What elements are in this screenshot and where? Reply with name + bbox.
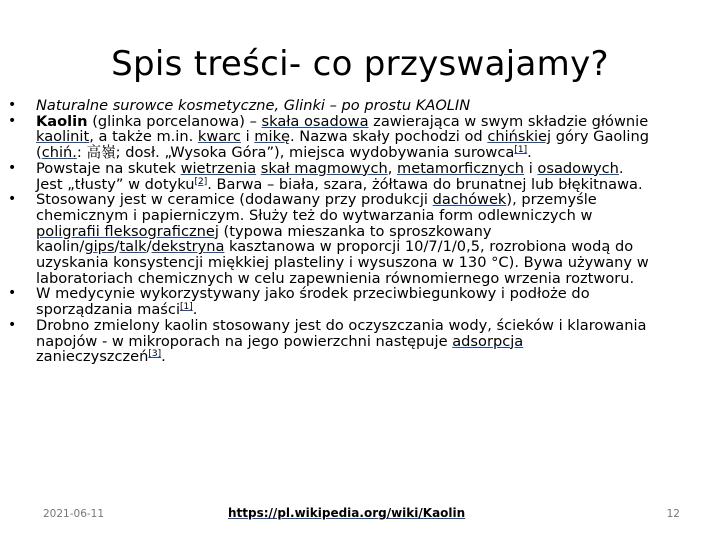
wiki-link[interactable]: adsorpcja bbox=[452, 332, 524, 350]
wiki-link[interactable]: mikę bbox=[254, 128, 290, 146]
text-run: , bbox=[387, 159, 398, 177]
wiki-link[interactable]: chiń. bbox=[41, 144, 77, 162]
text-run: Jest „tłusty” w dotyku bbox=[36, 175, 195, 193]
text-run: Powstaje na skutek bbox=[36, 159, 181, 177]
bullet-line bbox=[36, 129, 714, 145]
text-run: . bbox=[618, 159, 624, 177]
bullet-line bbox=[36, 224, 714, 240]
text-run: / bbox=[114, 238, 120, 256]
wiki-link[interactable]: metamorficznych bbox=[397, 159, 525, 177]
bold-term: Kaolin bbox=[36, 112, 88, 130]
bullet-line bbox=[36, 145, 714, 161]
text-run: ), przemyśle bbox=[506, 191, 597, 209]
footer-date: 2021-06-11 bbox=[43, 508, 105, 520]
text-run: laboratoriach chemicznych w celu zapewnienia równomiernego wrzenia roztworu. bbox=[36, 269, 635, 287]
slide-title: Spis treści- co przyswajamy? bbox=[111, 44, 609, 84]
text-run: (typowa mieszanka to sproszkowany bbox=[218, 222, 492, 240]
text-run: Naturalne surowce kosmetyczne, Glinki – po prostu KAOLIN bbox=[36, 97, 471, 114]
bullet-line bbox=[36, 334, 714, 350]
bullet-line bbox=[36, 114, 714, 130]
wiki-link[interactable]: skał magmowych bbox=[260, 159, 388, 177]
bullet-line bbox=[36, 271, 714, 287]
text-run: . Nazwa skały pochodzi od bbox=[290, 128, 488, 146]
text-run: góry Gaoling bbox=[551, 128, 649, 146]
citation-ref[interactable]: [1] bbox=[514, 145, 528, 156]
bullet-item bbox=[0, 161, 720, 192]
bullet-line bbox=[36, 192, 714, 208]
citation-ref[interactable]: [1] bbox=[180, 302, 193, 313]
bullet-item bbox=[0, 192, 720, 286]
wiki-link[interactable]: wietrzenia bbox=[180, 159, 257, 177]
wiki-link[interactable]: gips bbox=[84, 238, 115, 256]
bullet-line bbox=[36, 286, 714, 302]
text-run: . bbox=[161, 348, 166, 366]
text-run: Drobno zmielony kaolin stosowany jest do oczyszczania wody, ścieków i klarowania bbox=[36, 316, 647, 334]
bullet-line bbox=[36, 208, 714, 224]
bullet-item bbox=[0, 286, 720, 317]
wiki-link[interactable]: dachówek bbox=[432, 191, 507, 209]
source-link[interactable]: https://pl.wikipedia.org/wiki/Kaolin bbox=[228, 506, 466, 520]
text-run: uzyskania konsystencji miękkiej plasteliny i wysuszona w 130 °C). Bywa używany w bbox=[36, 254, 649, 272]
bullet-line bbox=[36, 349, 714, 365]
wiki-link[interactable]: poligrafii fleksograficznej bbox=[36, 222, 219, 240]
page-number: 12 bbox=[666, 508, 680, 520]
text-run: / bbox=[146, 238, 152, 256]
text-run: W medycynie wykorzystywany jako środek przeciwbiegunkowy i podłoże do bbox=[36, 285, 590, 303]
text-run: kaolin/ bbox=[36, 238, 85, 256]
bullet-line bbox=[36, 177, 714, 193]
wiki-link[interactable]: kaolinit bbox=[36, 128, 90, 146]
citation-ref[interactable]: [3] bbox=[148, 349, 162, 360]
text-run: kasztanowa w proporcji 10/7/1/0,5, rozrobiona wodą do bbox=[224, 238, 634, 256]
wiki-link[interactable]: talk bbox=[119, 238, 147, 256]
wiki-link[interactable]: skała osadowa bbox=[261, 112, 369, 130]
text-run: . bbox=[192, 301, 198, 319]
text-run: ( bbox=[36, 144, 42, 162]
wiki-link[interactable]: dekstryna bbox=[151, 238, 225, 256]
bullet-line bbox=[36, 98, 714, 114]
bullet-item bbox=[0, 114, 720, 161]
citation-ref[interactable]: [2] bbox=[194, 176, 208, 187]
text-run: , a także m.in. bbox=[89, 128, 198, 146]
bullet-item bbox=[0, 98, 720, 114]
wiki-link[interactable]: chińskiej bbox=[487, 128, 552, 146]
bullet-line bbox=[36, 239, 714, 255]
bullet-list bbox=[0, 98, 720, 365]
bullet-item bbox=[0, 318, 720, 365]
text-run: zawierająca w swym składzie głównie bbox=[368, 112, 649, 130]
text-run: (glinka porcelanowa) – bbox=[87, 112, 262, 130]
wiki-link[interactable]: kwarc bbox=[197, 128, 241, 146]
text-run: zanieczyszczeń bbox=[36, 348, 149, 366]
bullet-line bbox=[36, 302, 714, 318]
wiki-link[interactable]: osadowych bbox=[537, 159, 619, 177]
text-run: chemicznym i papierniczym. Służy też do wytwarzania form odlewniczych w bbox=[36, 206, 593, 224]
bullet-line bbox=[36, 161, 714, 177]
text-run: . Barwa – biała, szara, żółtawa do brunatnej lub błękitnawa. bbox=[207, 175, 643, 193]
text-run: : 高嶺; dosł. „Wysoka Góra”), miejsca wydobywania surowca bbox=[76, 144, 515, 162]
bullet-line bbox=[36, 318, 714, 334]
text-run: . bbox=[527, 144, 532, 162]
text-run: i bbox=[524, 159, 538, 177]
text-run: napojów - w mikroporach na jego powierzchni następuje bbox=[36, 332, 453, 350]
bullet-line bbox=[36, 255, 714, 271]
text-run: i bbox=[240, 128, 255, 146]
text-run: sporządzania maści bbox=[36, 301, 180, 319]
text-run: Stosowany jest w ceramice (dodawany przy produkcji bbox=[36, 191, 433, 209]
